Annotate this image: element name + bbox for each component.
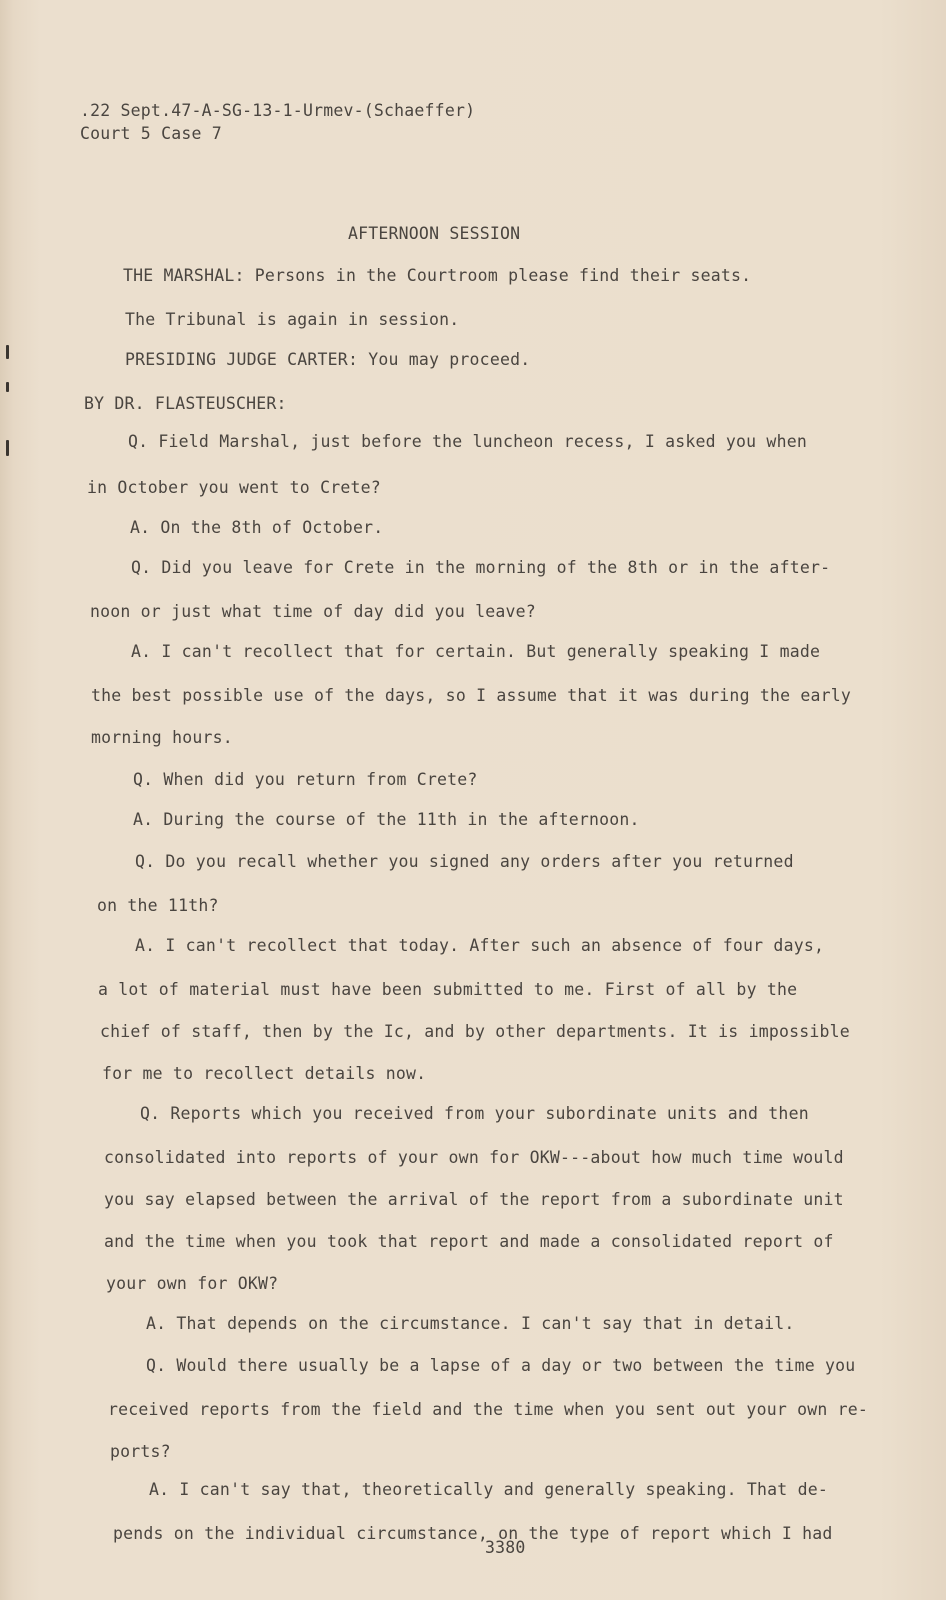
transcript-line: your own for OKW? xyxy=(106,1274,279,1293)
transcript-line: in October you went to Crete? xyxy=(87,478,381,497)
transcript-line: BY DR. FLASTEUSCHER: xyxy=(84,394,287,413)
transcript-line: Q. Did you leave for Crete in the morning of the 8th or in the after- xyxy=(131,558,831,577)
transcript-line: pends on the individual circumstance, on the type of report which I had xyxy=(113,1524,833,1543)
transcript-line: The Tribunal is again in session. xyxy=(125,310,460,329)
transcript-line: PRESIDING JUDGE CARTER: You may proceed. xyxy=(125,350,531,369)
transcript-line: chief of staff, then by the Ic, and by other departments. It is impossible xyxy=(100,1022,850,1041)
transcript-line: for me to recollect details now. xyxy=(102,1064,427,1083)
transcript-line: you say elapsed between the arrival of the report from a subordinate unit xyxy=(104,1190,844,1209)
transcript-line: Q. Reports which you received from your subordinate units and then xyxy=(140,1104,809,1123)
transcript-line: noon or just what time of day did you leave? xyxy=(90,602,536,621)
transcript-line: a lot of material must have been submitted to me. First of all by the xyxy=(98,980,798,999)
transcript-line: received reports from the field and the time when you sent out your own re- xyxy=(108,1400,869,1419)
transcript-line: ports? xyxy=(110,1442,171,1461)
transcript-line: Q. Do you recall whether you signed any orders after you returned xyxy=(135,852,794,871)
transcript-line: A. On the 8th of October. xyxy=(130,518,384,537)
transcript-line: A. During the course of the 11th in the afternoon. xyxy=(133,810,640,829)
transcript-line: A. I can't recollect that for certain. But generally speaking I made xyxy=(131,642,821,661)
binding-mark xyxy=(6,440,9,456)
section-title: AFTERNOON SESSION xyxy=(348,224,521,243)
transcript-line: A. I can't recollect that today. After such an absence of four days, xyxy=(135,936,825,955)
transcript-line: THE MARSHAL: Persons in the Courtroom please find their seats. xyxy=(123,266,752,285)
transcript-line: and the time when you took that report and made a consolidated report of xyxy=(104,1232,834,1251)
transcript-line: Q. When did you return from Crete? xyxy=(133,770,478,789)
binding-mark xyxy=(6,382,9,392)
header-line-1: .22 Sept.47-A-SG-13-1-Urmev-(Schaeffer) xyxy=(80,101,476,120)
transcript-line: consolidated into reports of your own for OKW---about how much time would xyxy=(104,1148,844,1167)
transcript-line: the best possible use of the days, so I assume that it was during the early xyxy=(91,686,852,705)
page-number: 3380 xyxy=(485,1538,526,1557)
binding-mark xyxy=(6,345,9,359)
transcript-line: A. I can't say that, theoretically and generally speaking. That de- xyxy=(149,1480,828,1499)
transcript-line: Q. Would there usually be a lapse of a day or two between the time you xyxy=(146,1356,856,1375)
transcript-line: Q. Field Marshal, just before the luncheon recess, I asked you when xyxy=(128,432,807,451)
header-line-2: Court 5 Case 7 xyxy=(80,124,222,143)
transcript-line: morning hours. xyxy=(91,728,233,747)
transcript-line: on the 11th? xyxy=(97,896,219,915)
transcript-line: A. That depends on the circumstance. I can't say that in detail. xyxy=(146,1314,795,1333)
